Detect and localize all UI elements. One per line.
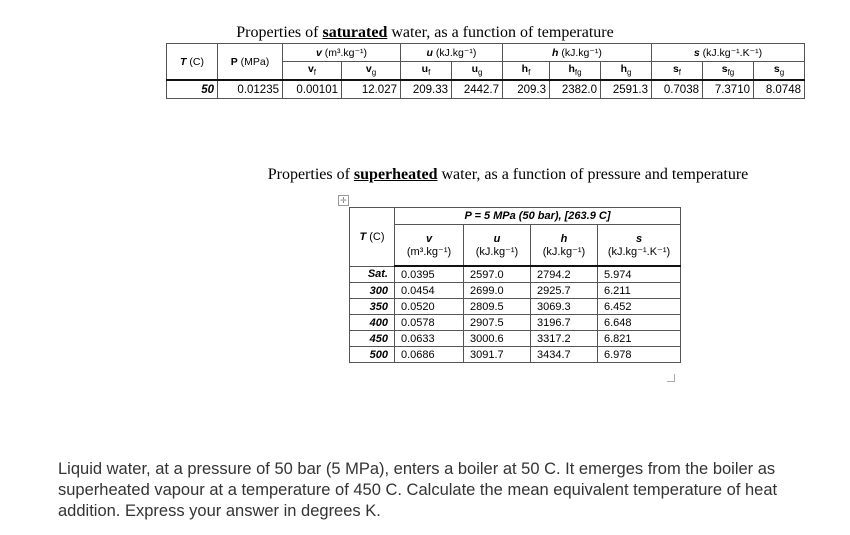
superheated-caption-key: superheated	[353, 166, 438, 183]
cell-vf: 0.00101	[283, 80, 342, 99]
sup-col-header-u: u (kJ.kg⁻¹)	[464, 225, 531, 267]
superheated-caption-pre: Properties of	[267, 166, 354, 183]
row-v: 0.0686	[395, 347, 464, 363]
sub-header-vg: $v_g$	[342, 62, 401, 81]
cell-hg: 2591.3	[601, 80, 652, 99]
row-s: 6.452	[598, 299, 681, 315]
saturated-caption-post: water, as a function of temperature	[387, 24, 614, 41]
sup-col-header-T: T (C)	[350, 208, 395, 267]
sup-col-header-h: h (kJ.kg⁻¹)	[531, 225, 598, 267]
saturated-header-row-1	[167, 44, 805, 62]
sub-header-uf: $u_f$	[401, 62, 452, 81]
table-row	[350, 347, 681, 363]
cell-uf: 209.33	[401, 80, 452, 99]
question-text: Liquid water, at a pressure of 50 bar (5 MPa), enters a boiler at 50 C. It emerges from the boiler as superheated vapour at a temperature of 450 C. Calculate the mean equivalent temperature of heat addition. Express your answer in degrees K.	[58, 460, 778, 520]
cell-hf: 209.3	[503, 80, 550, 99]
row-u: 2907.5	[464, 315, 531, 331]
row-v: 0.0578	[395, 315, 464, 331]
sub-header-hfg: $h_{fg}$	[550, 62, 601, 81]
row-s: 5.974	[598, 266, 681, 283]
table-row	[350, 299, 681, 315]
saturated-data-row	[167, 80, 805, 99]
row-h: 2794.2	[531, 266, 598, 283]
group-header-v: v (m³.kg⁻¹)	[283, 44, 401, 62]
row-v: 0.0520	[395, 299, 464, 315]
table-row	[350, 331, 681, 347]
table-row	[350, 315, 681, 331]
superheated-table	[349, 207, 681, 363]
row-T: 350	[350, 299, 395, 315]
row-u: 2597.0	[464, 266, 531, 283]
row-u: 2699.0	[464, 283, 531, 299]
superheated-column-header-row	[350, 225, 681, 267]
col-header-P: P (MPa)	[218, 44, 283, 81]
saturated-table	[166, 43, 805, 99]
cell-ug: 2442.7	[452, 80, 503, 99]
sub-header-hf: $h_f$	[503, 62, 550, 81]
group-header-u: u (kJ.kg⁻¹)	[401, 44, 503, 62]
cell-hfg: 2382.0	[550, 80, 601, 99]
group-header-s: s (kJ.kg⁻¹.K⁻¹)	[652, 44, 805, 62]
row-h: 3317.2	[531, 331, 598, 347]
table-row	[350, 266, 681, 283]
sub-header-sg: $s_g$	[754, 62, 805, 81]
col-header-T: T (C)	[167, 44, 218, 81]
group-header-h: h (kJ.kg⁻¹)	[503, 44, 652, 62]
sup-col-header-v: v (m³.kg⁻¹)	[395, 225, 464, 267]
cell-vg: 12.027	[342, 80, 401, 99]
row-T: 500	[350, 347, 395, 363]
row-h: 2925.7	[531, 283, 598, 299]
cell-sfg: 7.3710	[703, 80, 754, 99]
sup-col-header-s: s (kJ.kg⁻¹.K⁻¹)	[598, 225, 681, 267]
row-u: 2809.5	[464, 299, 531, 315]
row-h: 3434.7	[531, 347, 598, 363]
cell-P: 0.01235	[218, 80, 283, 99]
row-T: 450	[350, 331, 395, 347]
saturated-caption-pre: Properties of	[236, 24, 323, 41]
superheated-caption	[0, 166, 850, 184]
row-h: 3196.7	[531, 315, 598, 331]
pressure-header: P = 5 MPa (50 bar), [263.9 C]	[395, 208, 681, 225]
row-u: 3000.6	[464, 331, 531, 347]
row-v: 0.0454	[395, 283, 464, 299]
sub-header-vf: $v_f$	[283, 62, 342, 81]
table-move-handle-icon[interactable]: ✛	[338, 195, 349, 206]
superheated-caption-post: water, as a function of pressure and temperature	[437, 166, 749, 183]
row-u: 3091.7	[464, 347, 531, 363]
row-s: 6.821	[598, 331, 681, 347]
sub-header-hg: $h_g$	[601, 62, 652, 81]
row-T: 400	[350, 315, 395, 331]
row-v: 0.0395	[395, 266, 464, 283]
saturated-caption-key: saturated	[322, 24, 388, 41]
table-resize-handle-icon[interactable]	[667, 374, 675, 382]
row-h: 3069.3	[531, 299, 598, 315]
row-T: Sat.	[350, 266, 395, 283]
row-v: 0.0633	[395, 331, 464, 347]
saturated-caption	[0, 24, 850, 42]
row-s: 6.648	[598, 315, 681, 331]
row-s: 6.211	[598, 283, 681, 299]
cell-sf: 0.7038	[652, 80, 703, 99]
cell-sg: 8.0748	[754, 80, 805, 99]
row-s: 6.978	[598, 347, 681, 363]
table-row	[350, 283, 681, 299]
sub-header-sf: $s_f$	[652, 62, 703, 81]
sub-header-sfg: $s_{fg}$	[703, 62, 754, 81]
superheated-pressure-row	[350, 208, 681, 225]
sub-header-ug: $u_g$	[452, 62, 503, 81]
cell-T: 50	[167, 80, 218, 99]
row-T: 300	[350, 283, 395, 299]
